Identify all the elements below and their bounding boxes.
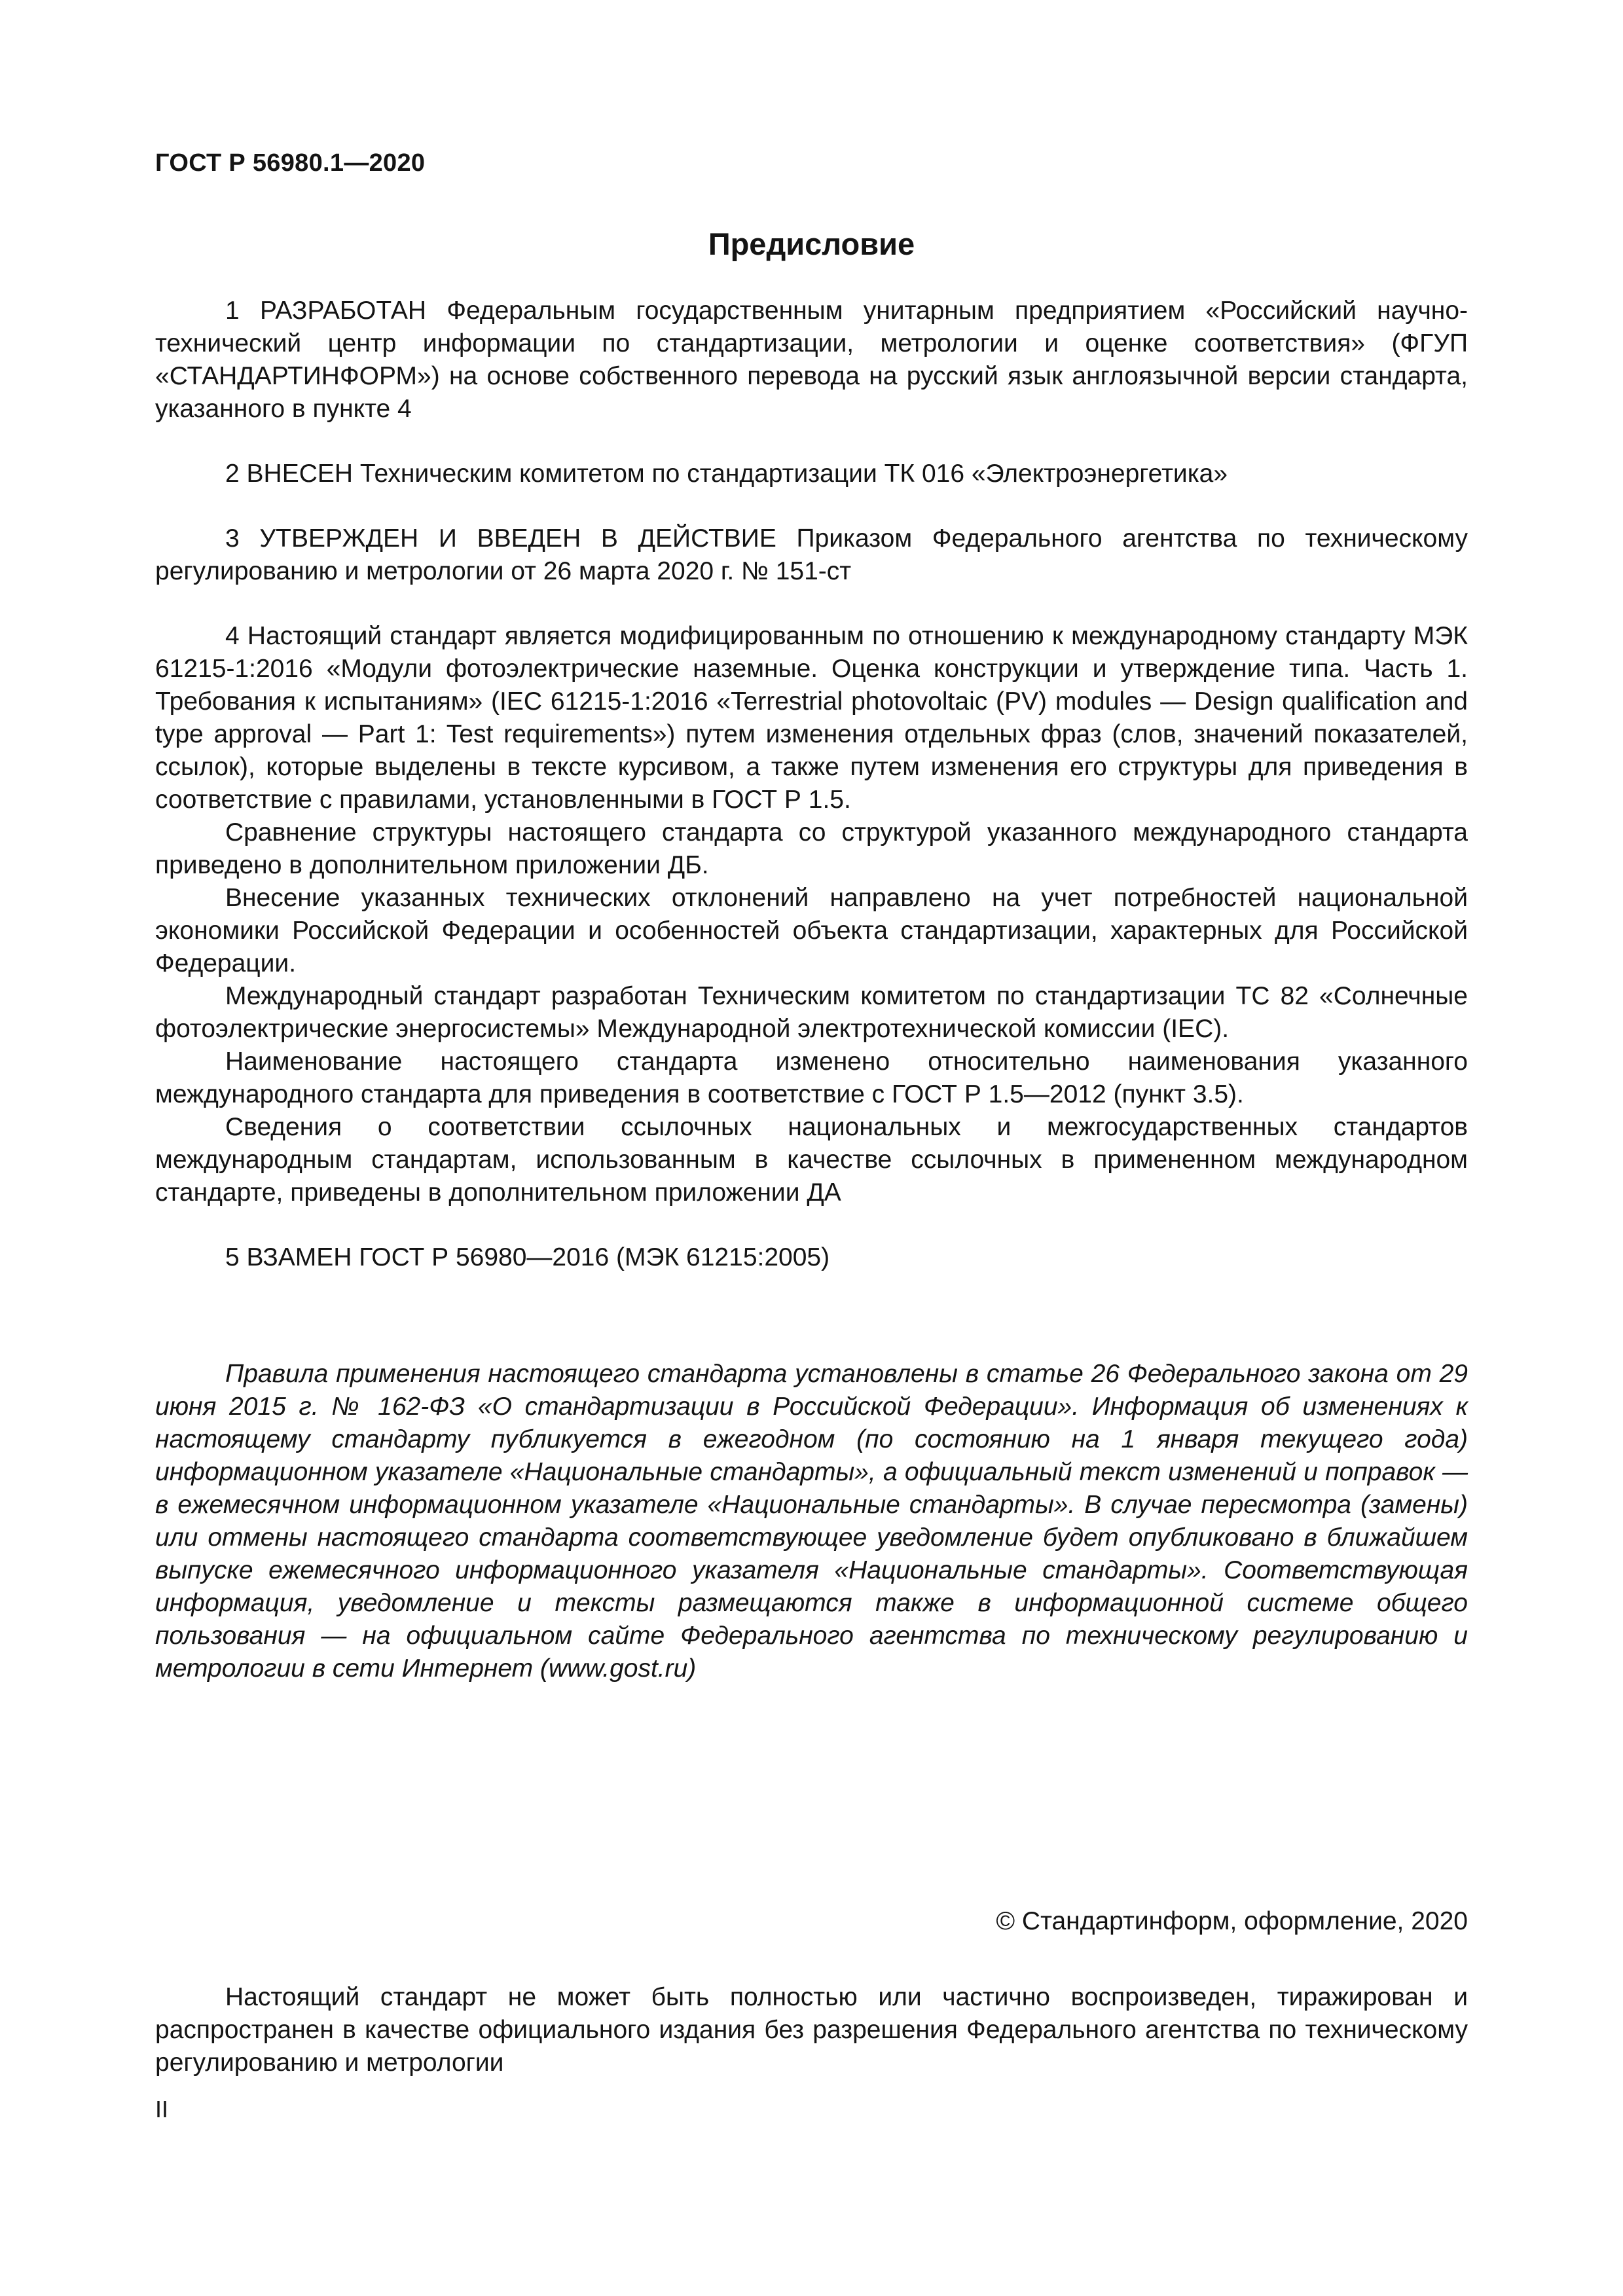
paragraph-approved: 3 УТВЕРЖДЕН И ВВЕДЕН В ДЕЙСТВИЕ Приказом Федерального агентства по техническому регулированию и метрологии от 26 марта 2020 г. № 151-ст (155, 524, 1468, 585)
paragraph-submitted-by: 2 ВНЕСЕН Техническим комитетом по стандартизации ТК 016 «Электроэнергетика» (225, 460, 1228, 488)
rules-note: Правила применения настоящего стандарта установлены в статье 26 Федерального закона от 29 июня 2015 г. № 162-ФЗ «О стандартизации в Российской Федерации». Информация об изменениях к настоящему стандарту публикуется в ежегодном (по состоянию на 1 января текущего года) информационном указателе «Национальные стандарты», а официальный текст изменений и поправок — в ежемесячном информационном указателе «Национальные стандарты». В случае пересмотра (замены) или отмены настоящего стандарта соответствующее уведомление будет опубликовано в ближайшем выпуске ежемесячного информационного указателя «Национальные стандарты». Соответствующая информация, уведомление и тексты размещаются также в информационной системе общего пользования — на официальном сайте Федерального агентства по техническому регулированию и метрологии в сети Интернет (www.gost.ru) (155, 1360, 1468, 1683)
document-header: ГОСТ Р 56980.1—2020 (155, 149, 426, 177)
paragraph-modification: 4 Настоящий стандарт является модифицированным по отношению к международному стандарту МЭК 61215-1:2016 «Модули фотоэлектрические наземные. Оценка конструкции и утверждение типа. Часть 1. Требования к испытаниям» (IEC 61215-1:2016 «Terrestrial photovoltaic (PV) modules — Design qualification and type approval — Part 1: Test requirements») путем изменения отдельных фраз (слов, значений показателей, ссылок), которые выделены в тексте курсивом, а также путем изменения его структуры для приведения в соответствие с правилами, установленными в ГОСТ Р 1.5. (155, 622, 1468, 814)
reproduction-notice-text: Настоящий стандарт не может быть полностью или частично воспроизведен, тиражирован и распространен в качестве официального издания без разрешения Федерального агентства по техническому регулированию и метрологии (155, 1983, 1468, 2077)
preface-body (155, 295, 1468, 1685)
page-title: Предисловие (708, 227, 915, 261)
paragraph-deviations: Внесение указанных технических отклонений направлено на учет потребностей национальной экономики Российской Федерации и особенностей объекта стандартизации, характерных для Российской Федерации. (155, 884, 1468, 977)
paragraph-developed-by: 1 РАЗРАБОТАН Федеральным государственным унитарным предприятием «Российский научно-технический центр информации по стандартизации, метрологии и оценке соответствия» (ФГУП «СТАНДАРТИНФОРМ») на основе собственного перевода на русский язык англоязычной версии стандарта, указанного в пункте 4 (155, 297, 1468, 423)
page-number: II (155, 2096, 169, 2123)
paragraph-references-info: Сведения о соответствии ссылочных национальных и межгосударственных стандартов международным стандартам, использованным в качестве ссылочных в примененном международном стандарте, приведены в дополнительном приложении ДА (155, 1113, 1468, 1207)
paragraph-intl-committee: Международный стандарт разработан Техническим комитетом по стандартизации ТС 82 «Солнечные фотоэлектрические энергосистемы» Международной электротехнической комиссии (IEC). (155, 982, 1468, 1043)
paragraph-replaces: 5 ВЗАМЕН ГОСТ Р 56980—2016 (МЭК 61215:2005) (225, 1243, 830, 1271)
copyright-line: © Стандартинформ, оформление, 2020 (996, 1907, 1468, 1935)
paragraph-name-change: Наименование настоящего стандарта изменено относительно наименования указанного международного стандарта для приведения в соответствие с ГОСТ Р 1.5—2012 (пункт 3.5). (155, 1048, 1468, 1108)
reproduction-notice (155, 1981, 1468, 2079)
paragraph-structure-comparison: Сравнение структуры настоящего стандарта со структурой указанного международного стандарта приведено в дополнительном приложении ДБ. (155, 818, 1468, 879)
